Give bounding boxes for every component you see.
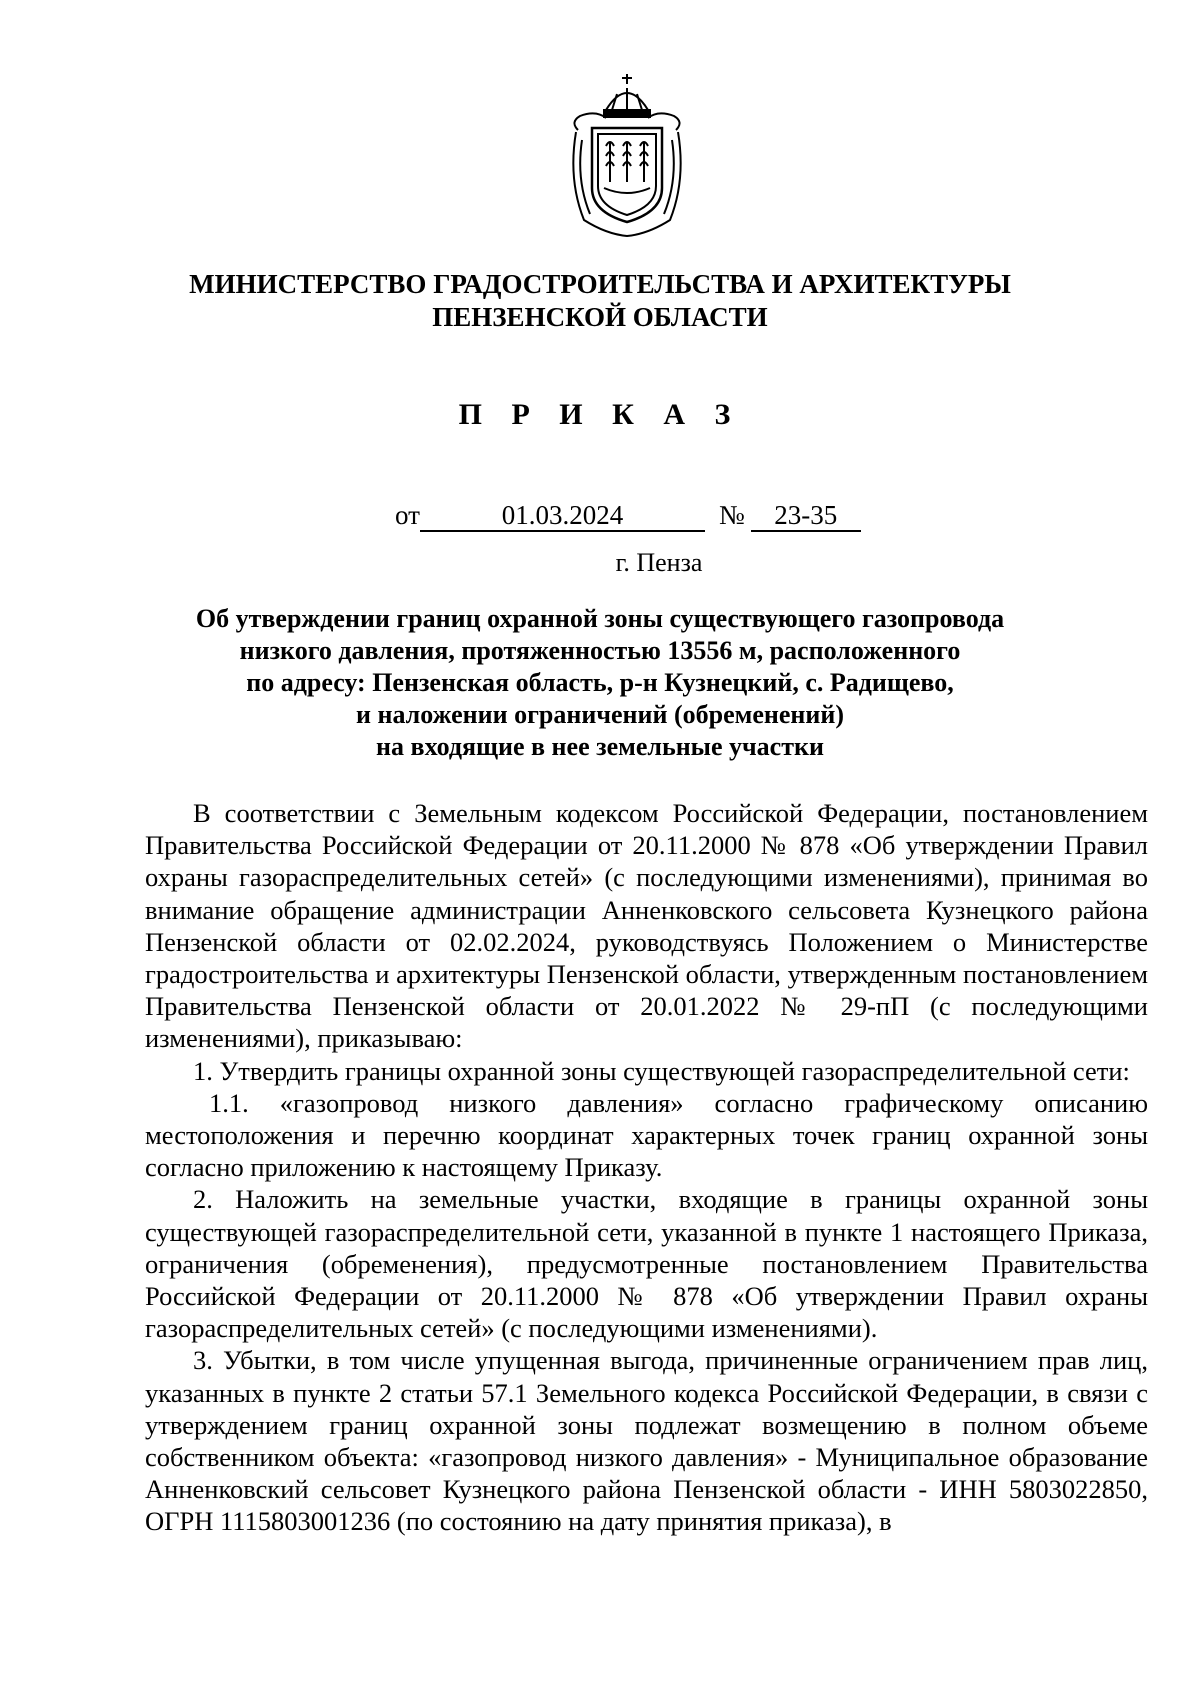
date-prefix: от <box>395 500 420 530</box>
body-paragraph-item-2: 2. Наложить на земельные участки, входящие в границы охранной зоны существующей газораспределительной сети, указанной в пункте 1 настоящего Приказа, ограничения (обременения), предусмотренные постановлением Правительства Российской Федерации от 20.11.2000 № 878 «Об утверждении Правил охраны газораспределительных сетей» (с последующими изменениями). <box>145 1184 1148 1344</box>
subject-line: низкого давления, протяженностью 13556 м, расположенного <box>239 636 961 665</box>
ministry-line-2: ПЕНЗЕНСКОЙ ОБЛАСТИ <box>432 302 768 332</box>
order-subject <box>0 603 1200 763</box>
subject-line: Об утверждении границ охранной зоны существующего газопровода <box>195 604 1005 633</box>
order-city: г. Пенза <box>615 548 703 577</box>
body-paragraph-item-3: 3. Убытки, в том числе упущенная выгода, причиненные ограничением прав лиц, указанных в пункте 2 статьи 57.1 Земельного кодекса Российской Федерации, в связи с утверждением границ охранной зоны подлежат возмещению в полном объеме собственником объекта: «газопровод низкого давления» - Муниципальное образование Анненковский сельсовет Кузнецкого района Пензенской области - ИНН 5803022850, ОГРН 1115803001236 (по состоянию на дату принятия приказа), в <box>145 1345 1148 1537</box>
ministry-line-1: МИНИСТЕРСТВО ГРАДОСТРОИТЕЛЬСТВА И АРХИТЕКТУРЫ <box>189 269 1011 299</box>
order-date-number-line <box>395 500 861 532</box>
document-type-title: П Р И К А З <box>458 398 742 431</box>
body-paragraph-item-1: 1. Утвердить границы охранной зоны существующей газораспределительной сети: <box>193 1055 1130 1086</box>
body-paragraph-preamble: В соответствии с Земельным кодексом Российской Федерации, постановлением Правительства Российской Федерации от 20.11.2000 № 878 «Об утверждении Правил охраны газораспределительных сетей» (с последующими изменениями), принимая во внимание обращение администрации Анненковского сельсовета Кузнецкого района Пензенской области от 02.02.2024, руководствуясь Положением о Министерстве градостроительства и архитектуры Пензенской области, утвержденным постановлением Правительства Пензенской области от 20.01.2022 № 29-пП (с последующими изменениями), приказываю: <box>145 798 1148 1054</box>
subject-line: на входящие в нее земельные участки <box>376 732 824 761</box>
body-paragraph-item-1-1: 1.1. «газопровод низкого давления» согласно графическому описанию местоположения и перечню координат характерных точек границ охранной зоны согласно приложению к настоящему Приказу. <box>145 1087 1148 1183</box>
coat-of-arms-emblem <box>566 70 688 238</box>
order-date: 01.03.2024 <box>420 500 705 532</box>
subject-line: и наложении ограничений (обременений) <box>355 700 845 729</box>
number-sign: № <box>718 500 745 530</box>
order-number: 23-35 <box>751 500 861 532</box>
ministry-name <box>0 268 1200 334</box>
order-body <box>145 797 1148 1538</box>
subject-line: по адресу: Пензенская область, р-н Кузнецкий, с. Радищево, <box>246 668 954 697</box>
